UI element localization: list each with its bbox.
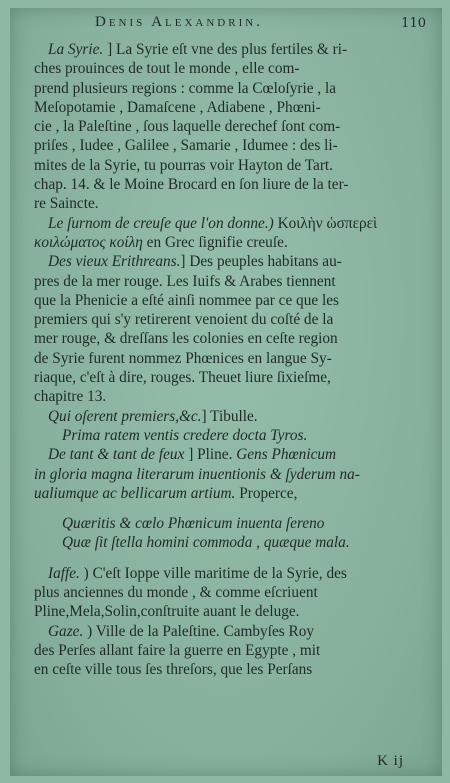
roman-text: re Saincte.	[34, 195, 99, 213]
verse-line	[34, 426, 434, 445]
roman-text: ] Des peuples habitans au-	[180, 253, 342, 271]
text-line	[34, 387, 434, 406]
text-line	[34, 214, 434, 233]
text-line	[34, 445, 434, 464]
roman-text: de Syrie furent nommez Phœnices en langue Sy-	[34, 349, 332, 367]
roman-text: ] La Syrie eſt vne des plus fertiles & ri-	[103, 41, 348, 58]
text-line	[34, 117, 434, 136]
roman-text: ) C'eſt Ioppe ville maritime de la Syrie, des	[79, 564, 347, 582]
text-line	[34, 622, 434, 641]
italic-text: Des vieux Erithreans.	[48, 253, 181, 271]
roman-text: Pline,Mela,Solin,conſtruite auant le deluge.	[34, 603, 300, 621]
roman-text: ches prouinces de tout le monde , elle com-	[34, 60, 300, 78]
roman-text: Properce,	[235, 484, 298, 502]
text-line	[34, 79, 434, 98]
italic-text: La Syrie.	[48, 41, 104, 58]
text-line	[34, 484, 434, 503]
text-line	[34, 465, 434, 484]
text-line	[34, 136, 434, 155]
roman-text: mites de la Syrie, tu pourras voir Hayton de Tart.	[34, 156, 333, 174]
italic-text: Quæritis & cœlo Phœnicum inuenta ſereno	[62, 515, 325, 533]
text-line	[34, 660, 434, 679]
book-page	[10, 8, 442, 776]
italic-text: Quæ ſit ſtella homini commoda , quæque mala.	[62, 534, 350, 552]
text-line	[34, 291, 434, 310]
text-line	[34, 368, 434, 387]
roman-text: cie , la Paleſtine , ſous laquelle derechef ſont com-	[34, 118, 341, 136]
roman-text: premiers qui s'y retirerent venoient du coſté de la	[34, 311, 334, 329]
italic-text: Gaze.	[48, 622, 84, 640]
italic-text: Qui oſerent premiers,&c.	[48, 407, 202, 425]
italic-text: Iaffe.	[48, 564, 80, 582]
italic-text: Prima ratem ventis credere docta Tyros.	[62, 426, 308, 444]
text-line	[34, 194, 434, 213]
italic-text: ualiumque ac bellicarum artium.	[34, 484, 236, 502]
page-text	[34, 40, 434, 680]
roman-text: plus anciennes du monde , & comme eſcriuent	[34, 584, 318, 602]
roman-text: priſes , Iudee , Galilee , Samarie , Idumee : des li-	[34, 137, 338, 155]
roman-text: ] Pline.	[184, 446, 237, 464]
page-number: 110	[401, 16, 426, 31]
text-line	[34, 175, 434, 194]
roman-text: chapitre 13.	[34, 388, 107, 406]
text-line	[34, 564, 434, 583]
roman-text: pres de la mer rouge. Les Iuifs & Arabes tiennent	[34, 272, 336, 290]
verse-line	[34, 514, 434, 533]
text-line	[34, 233, 434, 252]
text-line	[34, 329, 434, 348]
text-line	[34, 407, 434, 426]
running-head: Denis Alexandrin.	[95, 14, 263, 30]
roman-text: ) Ville de la Paleſtine. Cambyſes Roy	[83, 622, 315, 640]
text-line	[34, 98, 434, 117]
signature-mark: K ij	[377, 753, 404, 769]
roman-text: en Grec ſignifie creuſe.	[142, 233, 288, 251]
roman-text: Meſopotamie , Damaſcene , Adiabene , Phœni-	[34, 98, 321, 116]
italic-text: in gloria magna literarum inuentionis & ſyderum na-	[34, 465, 360, 483]
text-line	[34, 602, 434, 621]
text-line	[34, 252, 434, 271]
verse-line	[34, 533, 434, 552]
roman-text: riaque, c'eſt à dire, rouges. Theuet liure ſixieſme,	[34, 369, 331, 387]
text-line	[34, 349, 434, 368]
text-line	[34, 641, 434, 660]
roman-text: que la Phenicie a eſté ainſi nommee par ce que les	[34, 291, 339, 309]
spacer	[34, 503, 434, 514]
roman-text: chap. 14. & le Moine Brocard en ſon liure de la ter-	[34, 176, 349, 194]
spacer	[34, 553, 434, 564]
roman-text: prend plusieurs regions : comme la Cœloſyrie , la	[34, 79, 337, 97]
italic-text: Gens Phœnicum	[236, 446, 337, 464]
text-line	[34, 583, 434, 602]
text-line	[34, 156, 434, 175]
roman-text: mer rouge, & dreſſans les colonies en ceſte region	[34, 330, 338, 348]
text-line	[34, 272, 434, 291]
roman-text: Κοιλὴν ὡσπερεὶ	[277, 214, 378, 232]
roman-text: ] Tibulle.	[201, 407, 258, 425]
italic-text: κοιλώματος κοίλη	[34, 233, 143, 251]
page-header	[10, 14, 442, 36]
text-line	[34, 310, 434, 329]
italic-text: De tant & tant de feux	[48, 446, 185, 464]
italic-text: Le ſurnom de creuſe que l'on donne.)	[48, 214, 278, 232]
text-line	[34, 59, 434, 78]
roman-text: en ceſte ville tous ſes threſors, que les Perſans	[34, 661, 313, 679]
text-line	[34, 40, 434, 59]
roman-text: des Perſes allant faire la guerre en Egypte , mit	[34, 641, 321, 659]
